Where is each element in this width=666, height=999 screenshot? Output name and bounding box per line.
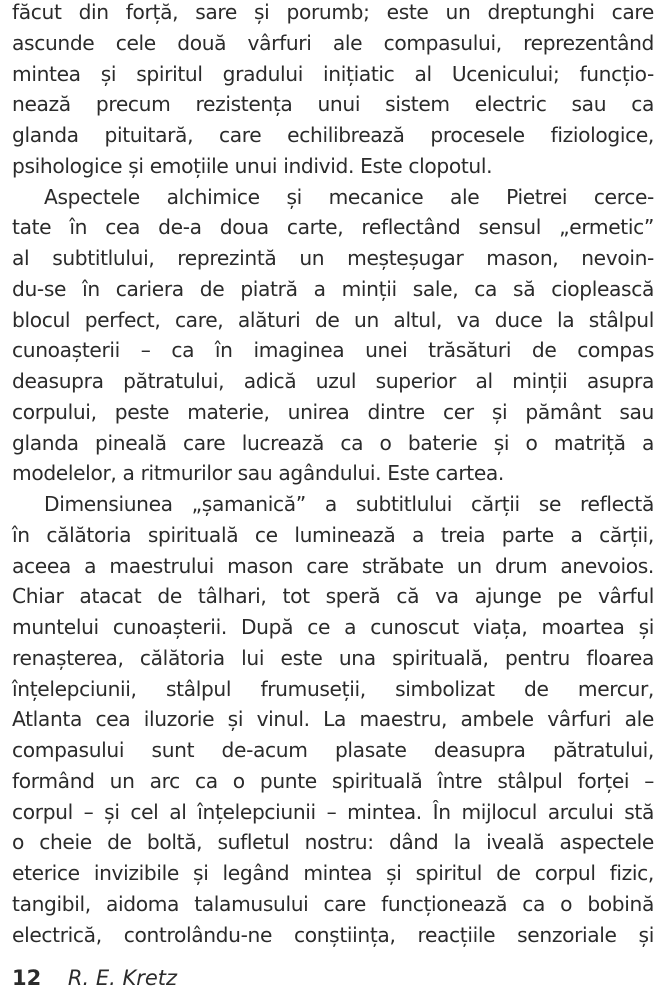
text-line: glanda pituitară, care echilibrează procesele fiziologice, [12,123,654,147]
text-line: o cheie de boltă, sufletul nostru: dând la iveală aspectele [12,830,654,855]
text-line: muntelui cunoașterii. După ce a cunoscut viața, moartea și [12,615,654,639]
text-line: Chiar atacat de tâlhari, tot speră că va ajunge pe vârful [12,584,654,609]
text-line: deasupra pătratului, adică uzul superior al minții asupra [12,369,654,393]
text-line: nează precum rezistența unui sistem electric sau ca [12,92,654,117]
page-footer [12,966,177,990]
text-line: Atlanta cea iluzorie și vinul. La maestru, ambele vârfuri ale [12,707,654,732]
text-line: făcut din forță, sare și porumb; este un dreptunghi care [12,0,654,24]
text-line: cunoașterii – ca în imaginea unei trăsături de compas [12,338,654,363]
text-line: corpul – și cel al înțelepciunii – mintea. În mijlocul arcului stă [12,799,654,824]
text-line: Dimensiunea „șamanică” a subtitlului cărții se reflectă [44,492,654,516]
text-line: eterice invizibile și legând mintea și spiritul de corpul fizic, [12,861,654,885]
text-line: du-se în cariera de piatră a minții sale, ca să cioplească [12,276,654,301]
text-line: blocul perfect, care, alături de un altul, va duce la stâlpul [12,307,654,332]
text-line: electrică, controlându-ne conștiința, reacțiile senzoriale și [12,922,654,947]
text-line: compasului sunt de-acum plasate deasupra pătratului, [12,738,654,762]
running-header-author: R. E. Kretz [67,966,178,990]
text-line: renașterea, călătoria lui este una spirituală, pentru floarea [12,645,654,670]
text-line: ascunde cele două vârfuri ale compasului, reprezentând [12,30,654,55]
paragraph-3 [12,489,654,950]
paragraph-2 [12,182,654,490]
text-line: tate în cea de-a doua carte, reflectând sensul „ermetic” [12,215,654,240]
text-line: aceea a maestrului mason care străbate un drum anevoios. [12,553,654,578]
text-line: psihologice și emoțiile unui individ. Este clopotul. [12,153,493,178]
text-line: Aspectele alchimice și mecanice ale Pietrei cerce- [44,184,654,209]
text-line: tangibil, aidoma talamusului care funcționează ca o bobină [12,891,654,916]
text-line: al subtitlului, reprezintă un meșteșugar mason, nevoin- [12,246,654,270]
text-line: formând un arc ca o punte spirituală între stâlpul forței – [12,768,654,793]
page-body [12,0,654,950]
text-line: în călătoria spirituală ce luminează a treia parte a cărții, [12,522,654,547]
page-number: 12 [12,966,42,990]
text-line: înțelepciunii, stâlpul frumuseții, simbolizat de mercur, [12,676,654,701]
text-line: glanda pineală care lucrează ca o baterie și o matriță a [12,430,654,455]
paragraph-1 [12,0,654,182]
text-line: mintea și spiritul gradului inițiatic al Ucenicului; funcțio- [12,61,654,86]
text-line: corpului, peste materie, unirea dintre cer și pământ sau [12,399,654,424]
text-line: modelelor, a ritmurilor sau agândului. Este cartea. [12,461,505,486]
